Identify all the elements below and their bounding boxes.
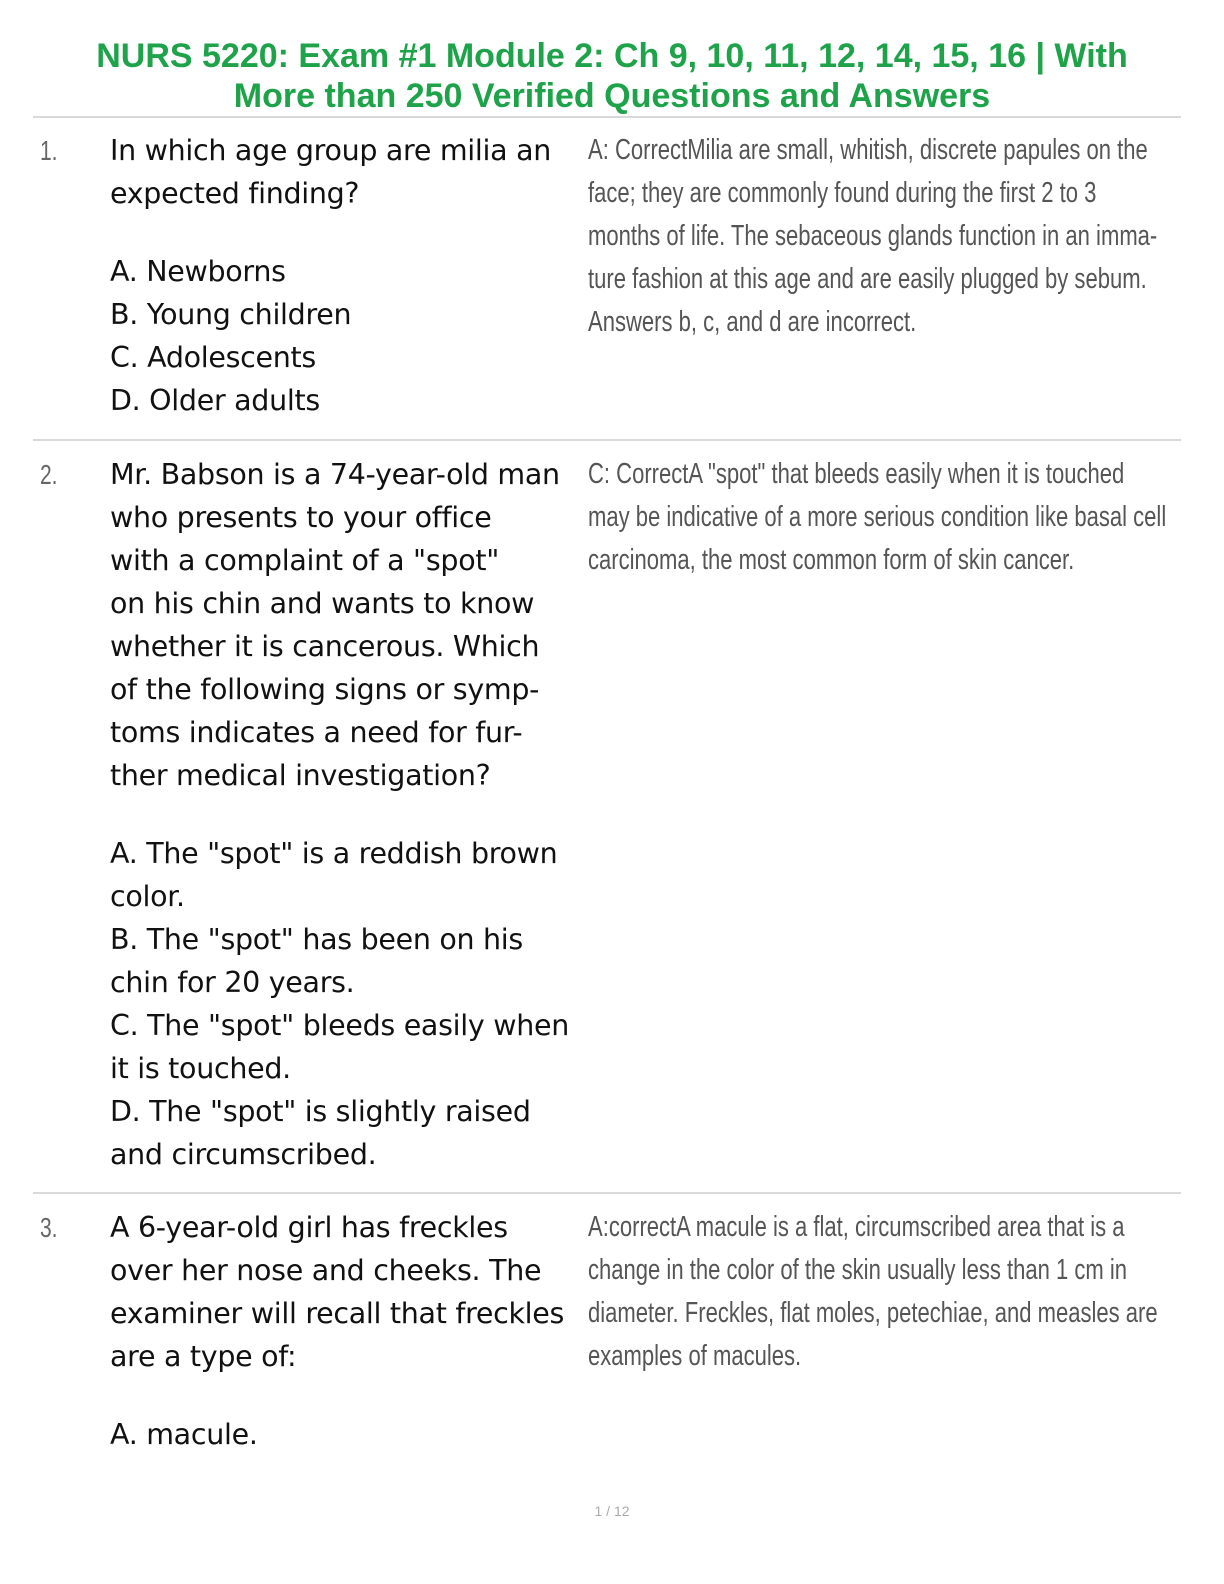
question-line: expected finding?	[110, 177, 360, 210]
divider	[33, 116, 1181, 118]
answer-option-line: A. macule.	[110, 1418, 258, 1451]
answer-explanation	[588, 453, 1224, 582]
answer-option-line: B. Young children	[110, 298, 352, 331]
answer-option-line: C. Adolescents	[110, 341, 316, 374]
document-title	[0, 36, 1224, 116]
answer-option-line: D. The "spot" is slightly raised	[110, 1095, 531, 1128]
spacer	[110, 215, 590, 250]
answer-option-line: it is touched.	[110, 1052, 291, 1085]
explanation-line: Answers b, c, and d are incorrect.	[588, 306, 917, 338]
page-number: 1 / 12	[594, 1503, 630, 1519]
answer-option-line: A. Newborns	[110, 255, 286, 288]
question-text	[110, 1206, 590, 1456]
explanation-line: C: CorrectA "spot" that bleeds easily when it is touched	[588, 458, 1125, 490]
spacer	[110, 797, 590, 832]
answer-option-line: B. The "spot" has been on his	[110, 923, 523, 956]
question-line: are a type of:	[110, 1340, 297, 1373]
explanation-line: change in the color of the skin usually less than 1 cm in	[588, 1254, 1128, 1286]
divider	[33, 439, 1181, 441]
question-line: over her nose and cheeks. The	[110, 1254, 542, 1287]
question-text	[110, 129, 590, 422]
question-line: ther medical investigation?	[110, 759, 491, 792]
title-line-1: NURS 5220: Exam #1 Module 2: Ch 9, 10, 11, 12, 14, 15, 16 | With	[96, 37, 1128, 75]
title-line-2: More than 250 Verified Questions and Answers	[233, 77, 991, 115]
question-number: 1.	[40, 135, 58, 166]
explanation-line: A: CorrectMilia are small, whitish, discrete papules on the	[588, 134, 1148, 166]
question-number: 3.	[40, 1212, 58, 1243]
question-line: A 6-year-old girl has freckles	[110, 1211, 508, 1244]
answer-explanation	[588, 1206, 1224, 1378]
answer-option-line: A. The "spot" is a reddish brown	[110, 837, 558, 870]
explanation-line: carcinoma, the most common form of skin cancer.	[588, 544, 1075, 576]
explanation-line: months of life. The sebaceous glands function in an imma-	[588, 220, 1158, 252]
question-line: examiner will recall that freckles	[110, 1297, 565, 1330]
question-text	[110, 453, 590, 1176]
explanation-line: face; they are commonly found during the first 2 to 3	[588, 177, 1097, 209]
explanation-line: examples of macules.	[588, 1340, 802, 1372]
question-line: with a complaint of a "spot"	[110, 544, 500, 577]
question-line: Mr. Babson is a 74-year-old man	[110, 458, 560, 491]
question-line: of the following signs or symp-	[110, 673, 540, 706]
question-line: who presents to your office	[110, 501, 492, 534]
question-line: In which age group are milia an	[110, 134, 552, 167]
question-line: on his chin and wants to know	[110, 587, 535, 620]
answer-option-line: and circumscribed.	[110, 1138, 377, 1171]
explanation-line: ture fashion at this age and are easily plugged by sebum.	[588, 263, 1147, 295]
answer-option-line: color.	[110, 880, 185, 913]
divider	[33, 1192, 1181, 1194]
question-number: 2.	[40, 459, 58, 490]
answer-explanation	[588, 129, 1224, 344]
answer-option-line: D. Older adults	[110, 384, 320, 417]
answer-option-line: C. The "spot" bleeds easily when	[110, 1009, 569, 1042]
explanation-line: A:correctA macule is a flat, circumscribed area that is a	[588, 1211, 1125, 1243]
explanation-line: diameter. Freckles, flat moles, petechiae, and measles are	[588, 1297, 1158, 1329]
answer-option-line: chin for 20 years.	[110, 966, 355, 999]
question-line: toms indicates a need for fur-	[110, 716, 523, 749]
explanation-line: may be indicative of a more serious condition like basal cell	[588, 501, 1167, 533]
question-line: whether it is cancerous. Which	[110, 630, 540, 663]
spacer	[110, 1378, 590, 1413]
